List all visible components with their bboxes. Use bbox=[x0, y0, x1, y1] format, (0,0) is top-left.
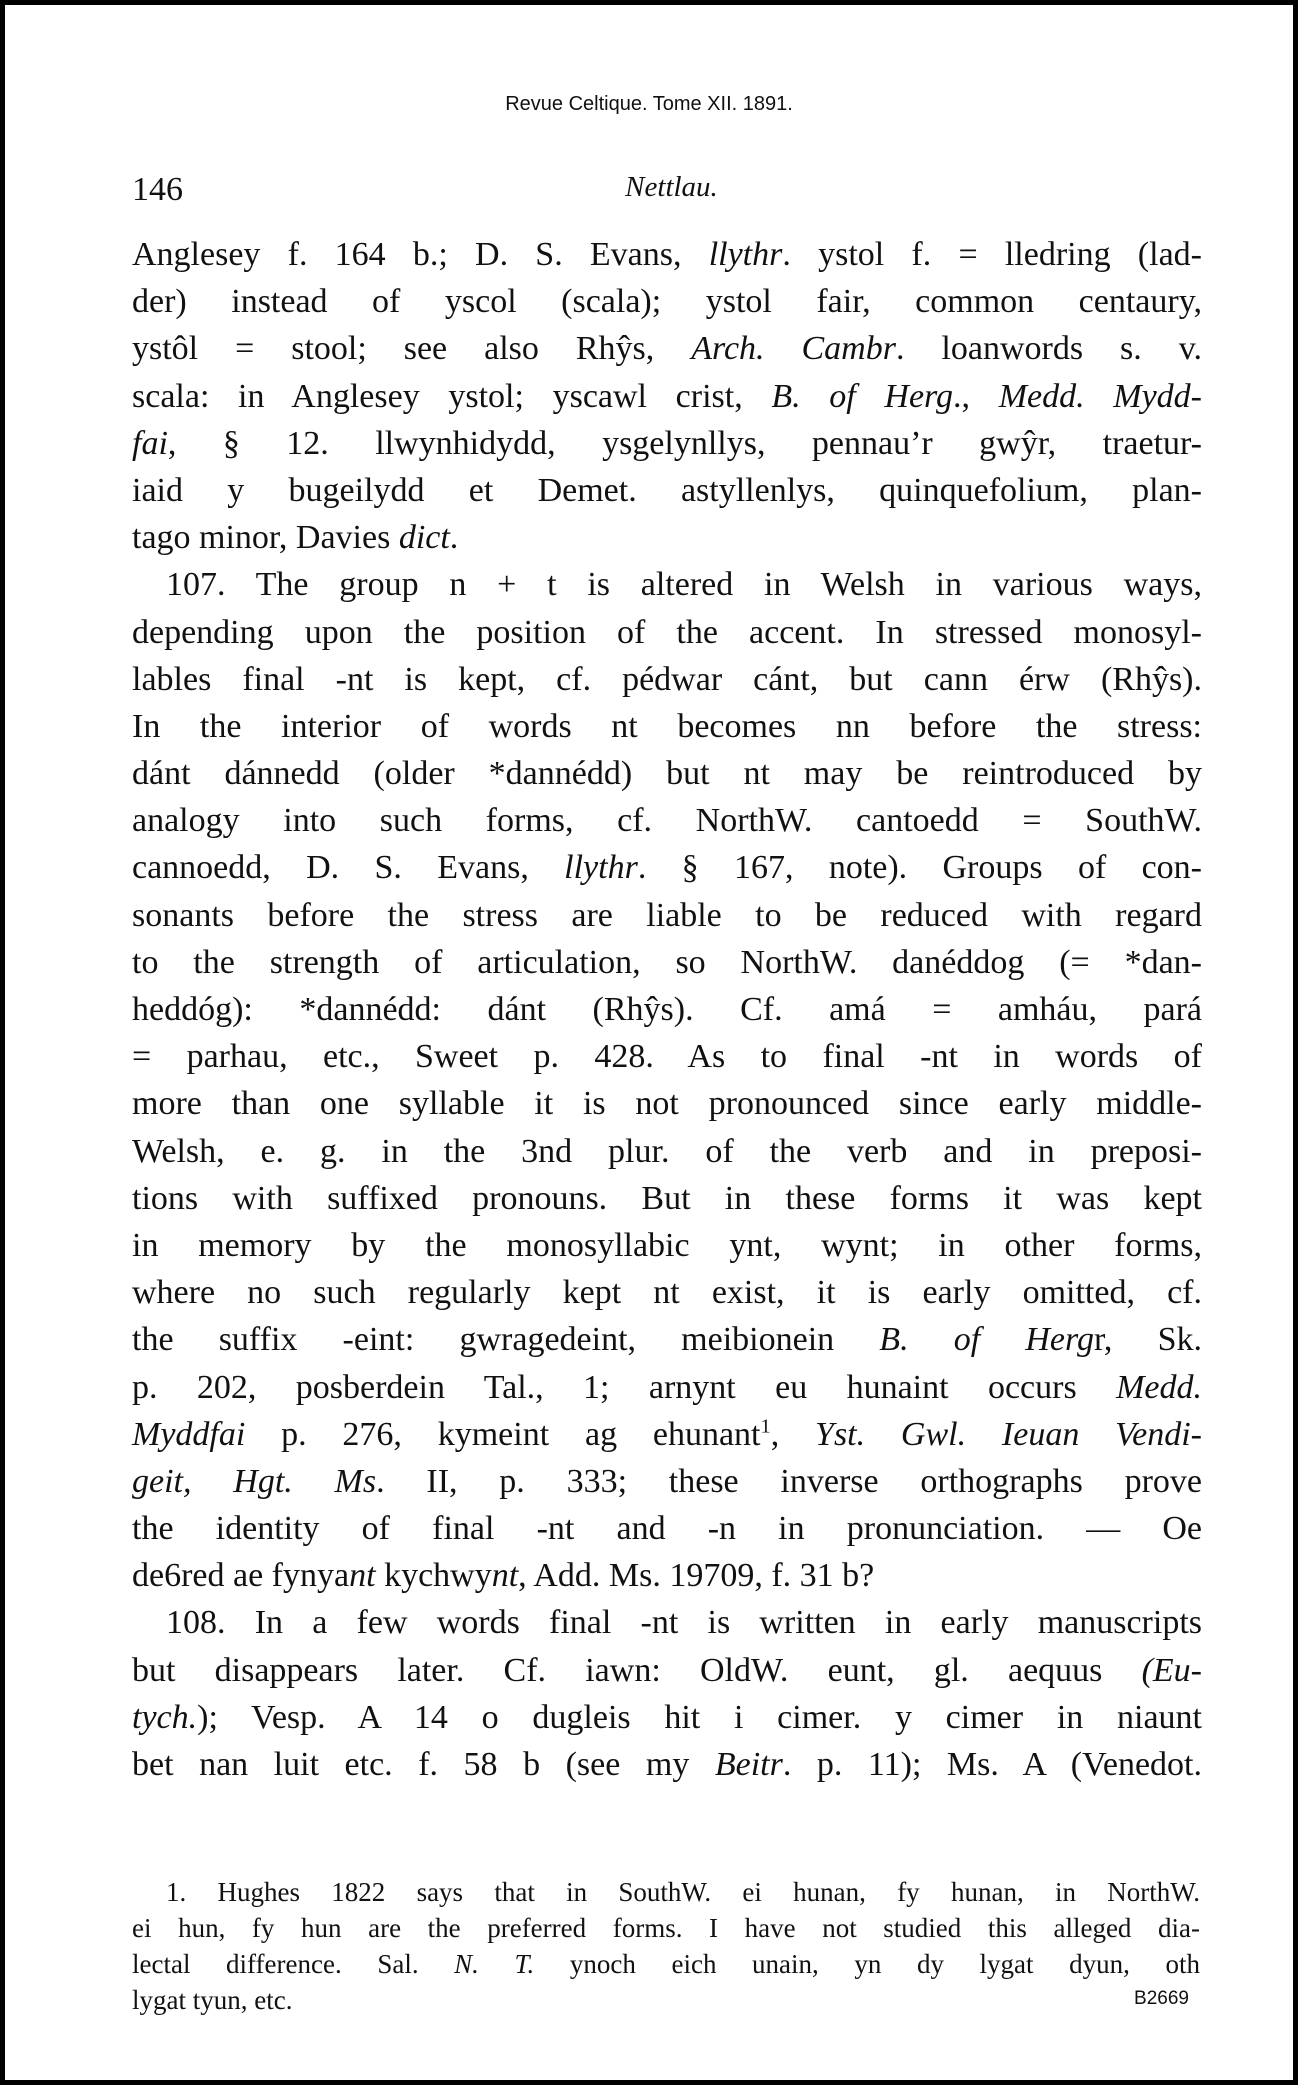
text-segment: dánt dánnedd (older *dannédd) but nt may be reintroduced by bbox=[132, 755, 1202, 793]
page-header-author: Nettlau. bbox=[625, 171, 718, 203]
text-segment: iaid y bugeilydd et Demet. astyllenlys, quinquefolium, plan- bbox=[132, 471, 1202, 509]
text-line bbox=[132, 373, 1202, 420]
text-line bbox=[132, 278, 1202, 325]
text-line bbox=[132, 1694, 1202, 1741]
text-segment: p. 202, posberdein Tal., 1; arnynt eu hunaint occurs bbox=[132, 1368, 1117, 1406]
text-segment: analogy into such forms, cf. NorthW. cantoedd = SouthW. bbox=[132, 802, 1202, 840]
text-segment: kychwy bbox=[375, 1557, 492, 1595]
text-segment: lygat tyun, etc. bbox=[132, 1985, 293, 2015]
footnote-line bbox=[132, 1982, 1200, 2018]
text-line bbox=[132, 231, 1202, 278]
text-segment: . II, p. 333; these inverse orthographs prove bbox=[376, 1462, 1202, 1500]
italic-text: Medd. bbox=[1116, 1368, 1202, 1406]
text-segment: . ystol f. = lledring (lad- bbox=[782, 236, 1202, 273]
text-segment: scala: in Anglesey ystol; yscawl crist, bbox=[132, 377, 772, 415]
text-segment: lables final -nt is kept, cf. pédwar cánt, but cann érw (Rhŷs). bbox=[132, 660, 1202, 698]
text-line bbox=[132, 1269, 1202, 1316]
text-line bbox=[132, 561, 1202, 608]
footnote-ref: 1 bbox=[760, 1415, 771, 1438]
text-segment: . § 167, note). Groups of con- bbox=[637, 849, 1203, 887]
text-segment: in memory by the monosyllabic ynt, wynt; in other forms, bbox=[132, 1226, 1202, 1264]
text-line bbox=[132, 1552, 1202, 1599]
text-segment: , bbox=[770, 1415, 816, 1453]
body-text bbox=[132, 231, 1202, 1788]
text-line bbox=[132, 1505, 1202, 1552]
text-segment: . loanwords s. v. bbox=[895, 330, 1202, 368]
text-segment: more than one syllable it is not pronounced since early middle- bbox=[132, 1085, 1202, 1123]
text-segment: ynoch eich unain, yn dy lygat dyun, oth bbox=[534, 1949, 1200, 1979]
text-line bbox=[132, 1647, 1202, 1694]
footnote-line bbox=[132, 1946, 1200, 1982]
italic-text: Beitr bbox=[714, 1746, 783, 1783]
italic-text: geit, Hgt. Ms bbox=[132, 1462, 377, 1500]
italic-text: llythr bbox=[708, 236, 783, 273]
text-segment: tago minor, Davies bbox=[132, 519, 399, 557]
text-line bbox=[132, 1741, 1202, 1788]
text-segment: r, Sk. bbox=[1093, 1321, 1202, 1359]
text-line bbox=[132, 467, 1202, 514]
text-segment: , Add. Ms. 19709, f. 31 b? bbox=[518, 1557, 875, 1595]
italic-text: fai bbox=[132, 424, 168, 462]
text-line bbox=[132, 1411, 1202, 1458]
text-line bbox=[132, 420, 1202, 467]
text-segment: de6red ae fynya bbox=[132, 1557, 350, 1595]
text-segment: the identity of final -nt and -n in pronunciation. — Oe bbox=[132, 1510, 1202, 1548]
text-line bbox=[132, 1458, 1202, 1505]
text-segment: depending upon the position of the accent. In stressed monosyl- bbox=[132, 613, 1202, 651]
italic-text: nt bbox=[491, 1557, 519, 1595]
text-segment: sonants before the stress are liable to be reduced with regard bbox=[132, 896, 1202, 934]
catalog-code: B2669 bbox=[1134, 1988, 1189, 2009]
text-segment: Anglesey f. 164 b.; D. S. Evans, bbox=[132, 236, 709, 273]
text-line bbox=[132, 939, 1202, 986]
text-line bbox=[132, 1080, 1202, 1127]
text-segment: tions with suffixed pronouns. But in these forms it was kept bbox=[132, 1179, 1202, 1217]
text-segment: In the interior of words nt becomes nn before the stress: bbox=[132, 707, 1202, 745]
text-line bbox=[132, 1316, 1202, 1363]
text-line bbox=[132, 892, 1202, 939]
text-segment: ., bbox=[953, 377, 999, 415]
text-segment: , § 12. llwynhidydd, ysgelynllys, pennau’r gwŷr, traetur- bbox=[167, 424, 1202, 462]
italic-text: llythr bbox=[564, 849, 638, 887]
text-line bbox=[132, 1128, 1202, 1175]
text-segment: where no such regularly kept nt exist, it is early omitted, cf. bbox=[132, 1274, 1202, 1312]
text-line bbox=[132, 1364, 1202, 1411]
text-segment: 1. Hughes 1822 says that in SouthW. ei hunan, fy hunan, in NorthW. bbox=[166, 1877, 1200, 1907]
text-segment: heddóg): *dannédd: dánt (Rhŷs). Cf. amá = amháu, pará bbox=[132, 991, 1202, 1028]
text-line bbox=[132, 514, 1202, 561]
text-segment: ystôl = stool; see also Rhŷs, bbox=[132, 330, 692, 368]
italic-text: B. of Herg bbox=[771, 377, 954, 415]
italic-text: B. of Herg bbox=[879, 1321, 1094, 1359]
text-segment: but disappears later. Cf. iawn: OldW. eunt, gl. aequus bbox=[132, 1651, 1142, 1689]
italic-text: nt bbox=[349, 1557, 376, 1595]
text-segment: der) instead of yscol (scala); ystol fair, common centaury, bbox=[132, 283, 1202, 321]
text-line bbox=[132, 986, 1202, 1033]
footnote-line bbox=[132, 1910, 1200, 1946]
text-line bbox=[132, 1599, 1202, 1646]
text-segment: = parhau, etc., Sweet p. 428. As to final -nt in words of bbox=[132, 1038, 1202, 1076]
italic-text: Yst. Gwl. Ieuan Vendi- bbox=[815, 1415, 1202, 1453]
text-line bbox=[132, 797, 1202, 844]
text-segment: ); Vesp. A 14 o dugleis hit i cimer. y cimer in niaunt bbox=[197, 1698, 1202, 1736]
footnotes bbox=[132, 1874, 1200, 2018]
footnote-line bbox=[132, 1874, 1200, 1910]
text-segment: cannoedd, D. S. Evans, bbox=[132, 849, 565, 887]
text-segment: to the strength of articulation, so NorthW. danéddog (= *dan- bbox=[132, 943, 1202, 981]
running-title: Revue Celtique. Tome XII. 1891. bbox=[505, 93, 793, 115]
text-segment: bet nan luit etc. f. 58 b (see my bbox=[132, 1746, 715, 1783]
text-segment: ei hun, fy hun are the preferred forms. I have not studied this alleged dia- bbox=[132, 1913, 1200, 1943]
text-segment: 107. The group n + t is altered in Welsh in various ways, bbox=[166, 566, 1202, 604]
text-line bbox=[132, 1175, 1202, 1222]
text-segment: Welsh, e. g. in the 3nd plur. of the verb and in preposi- bbox=[132, 1132, 1202, 1170]
text-segment: lectal difference. Sal. bbox=[132, 1949, 455, 1979]
text-line bbox=[132, 325, 1202, 372]
text-segment: . bbox=[449, 519, 459, 557]
text-segment: p. 276, kymeint ag ehunant bbox=[245, 1415, 761, 1453]
text-line bbox=[132, 703, 1202, 750]
italic-text: Medd. Mydd- bbox=[998, 377, 1202, 415]
italic-text: (Eu- bbox=[1141, 1651, 1202, 1689]
text-line bbox=[132, 609, 1202, 656]
italic-text: tych. bbox=[132, 1698, 198, 1736]
text-line bbox=[132, 1222, 1202, 1269]
italic-text: dict bbox=[398, 519, 450, 557]
italic-text: Myddfai bbox=[132, 1415, 246, 1453]
text-line bbox=[132, 844, 1202, 891]
page-number: 146 bbox=[132, 171, 183, 208]
text-segment: 108. In a few words final -nt is written in early manuscripts bbox=[166, 1604, 1202, 1642]
text-line bbox=[132, 1033, 1202, 1080]
text-segment: . p. 11); Ms. A (Venedot. bbox=[782, 1746, 1202, 1783]
italic-text: Arch. Cambr bbox=[691, 330, 896, 368]
italic-text: N. T. bbox=[454, 1949, 535, 1979]
text-line bbox=[132, 656, 1202, 703]
text-segment: the suffix -eint: gwragedeint, meibionein bbox=[132, 1321, 880, 1359]
text-line bbox=[132, 750, 1202, 797]
